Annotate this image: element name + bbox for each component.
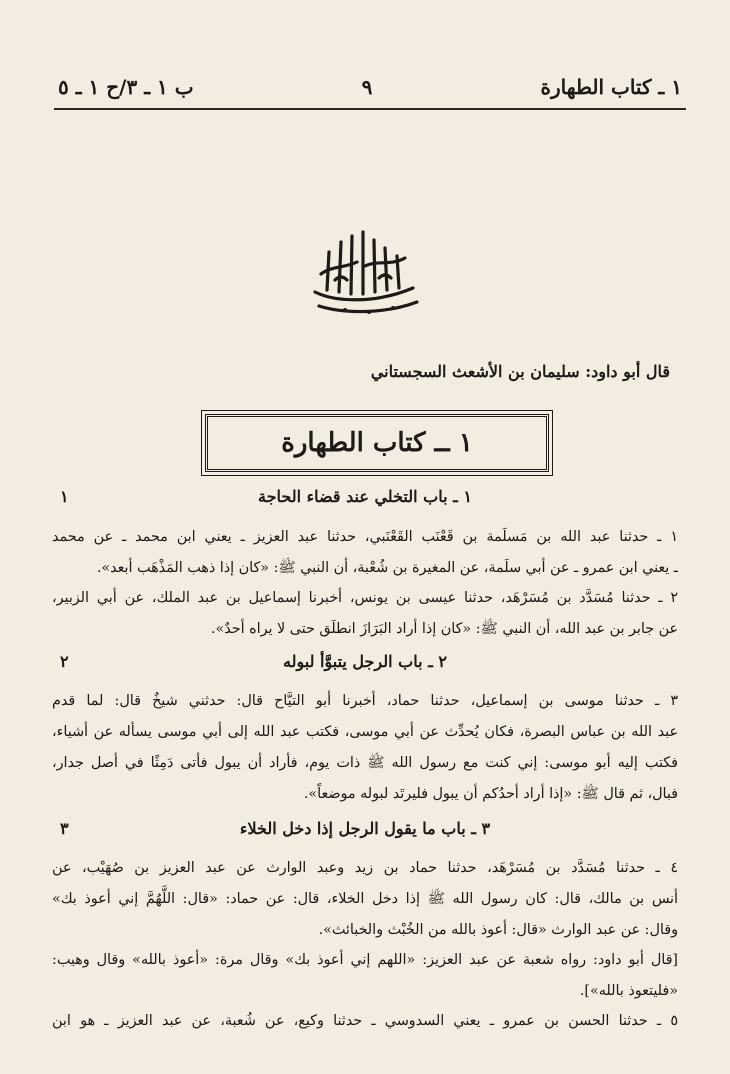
editor-note <box>52 945 678 1007</box>
text-line: ٤ ـ حدثنا مُسَدَّد بن مُسَرْهَد، حدثنا حماد بن زيد وعبد الوارث عن عبد العزيز بن صُهَيْب، عن <box>52 860 678 876</box>
text-line: وقال: عن عبد الوارث «قال: أعوذ بالله من الخُبْث والخبائث». <box>318 922 678 938</box>
basmala-calligraphy-icon <box>305 222 425 318</box>
text-line: ٥ ـ حدثنا الحسن بن عمرو ـ يعني السدوسي ـ حدثنا وكيع، عن شُعبة، عن عبد العزيز ـ هو ابن <box>52 1013 678 1029</box>
text-line: فبال، ثم قال ﷺ: «إذا أراد أحدُكم أن يبول فليرتَد لبوله موضعاً». <box>303 786 678 802</box>
chapter-heading <box>52 487 678 513</box>
book-title: ١ ــ كتاب الطهارة <box>281 428 473 458</box>
text-line: ـ يعني ابن عمرو ـ عن أبي سلَمة، عن المغيرة بن شُعْبة، أن النبي ﷺ: «كان إذا ذهب المَذْهَب أبعد». <box>96 560 678 576</box>
page-number: ٩ <box>361 75 373 99</box>
hadith-paragraph <box>52 686 678 810</box>
chapter-heading <box>52 819 678 845</box>
page-reference: ب ١ ـ ٣/ح ١ ـ ٥ <box>58 75 194 99</box>
running-head <box>58 70 682 104</box>
text-line: ١ ـ حدثنا عبد الله بن مَسلَمة بن قَعْنَب القَعْنَبي، حدثنا عبد العزيز ـ يعني ابن محمد ـ عن محمد <box>52 529 678 545</box>
text-line: ٣ ـ حدثنا موسى بن إسماعيل، حدثنا حماد، أخبرنا أبو التيَّاح قال: حدثني شيخٌ قال: لما قدم <box>52 693 678 709</box>
hadith-paragraph <box>52 522 678 584</box>
text-line: فكتب إليه أبو موسى: إني كنت مع رسول الله ﷺ ذات يوم، فأراد أن يبول فأتى دَمِثًا في أصل جدار، <box>52 755 678 771</box>
hadith-paragraph <box>52 1006 678 1037</box>
chapter-title: ٢ ـ باب الرجل يتبوَّأ لبوله <box>283 652 447 671</box>
book-title-box <box>205 414 549 472</box>
hadith-paragraph <box>52 583 678 645</box>
hadith-paragraph <box>52 853 678 946</box>
chapter-number: ٣ <box>60 819 69 838</box>
chapter-header: ١ ـ كتاب الطهارة <box>540 75 682 99</box>
chapter-heading <box>52 652 678 678</box>
chapter-number: ٢ <box>60 652 69 671</box>
author-line: قال أبو داود: سليمان بن الأشعث السجستاني <box>370 362 670 381</box>
text-line: عبد الله بن عباس البصرة، فكان يُحدِّث عن أبي موسى، فكتب عبد الله إلى أبي موسى يسأله عن أشياء، <box>52 724 678 740</box>
text-line: [قال أبو داود: رواه شعبة عن عبد العزيز: «اللهم إني أعوذ بك» وقال مرة: «أعوذ بالله» وقال وهيب: <box>52 952 678 968</box>
text-line: أنس بن مالك، قال: كان رسول الله ﷺ إذا دخل الخلاء، قال: عن حماد: «قال: اللَّهُمَّ إني أعوذ بك» <box>52 891 678 907</box>
chapter-title: ٣ ـ باب ما يقول الرجل إذا دخل الخلاء <box>239 819 491 838</box>
chapter-number: ١ <box>60 487 69 506</box>
chapter-title: ١ ـ باب التخلي عند قضاء الحاجة <box>258 487 472 506</box>
text-line: ٢ ـ حدثنا مُسَدَّد بن مُسَرْهَد، حدثنا عيسى بن يونس، أخبرنا إسماعيل بن عبد الملك، عن أبي الزبير، <box>52 590 678 606</box>
header-rule <box>54 108 686 110</box>
text-line: عن جابر بن عبد الله، أن النبي ﷺ: «كان إذا أراد البَرَازَ انطلَق حتى لا يراه أحدٌ». <box>210 621 678 637</box>
text-line: «فليتعوذ بالله»]. <box>579 983 678 999</box>
